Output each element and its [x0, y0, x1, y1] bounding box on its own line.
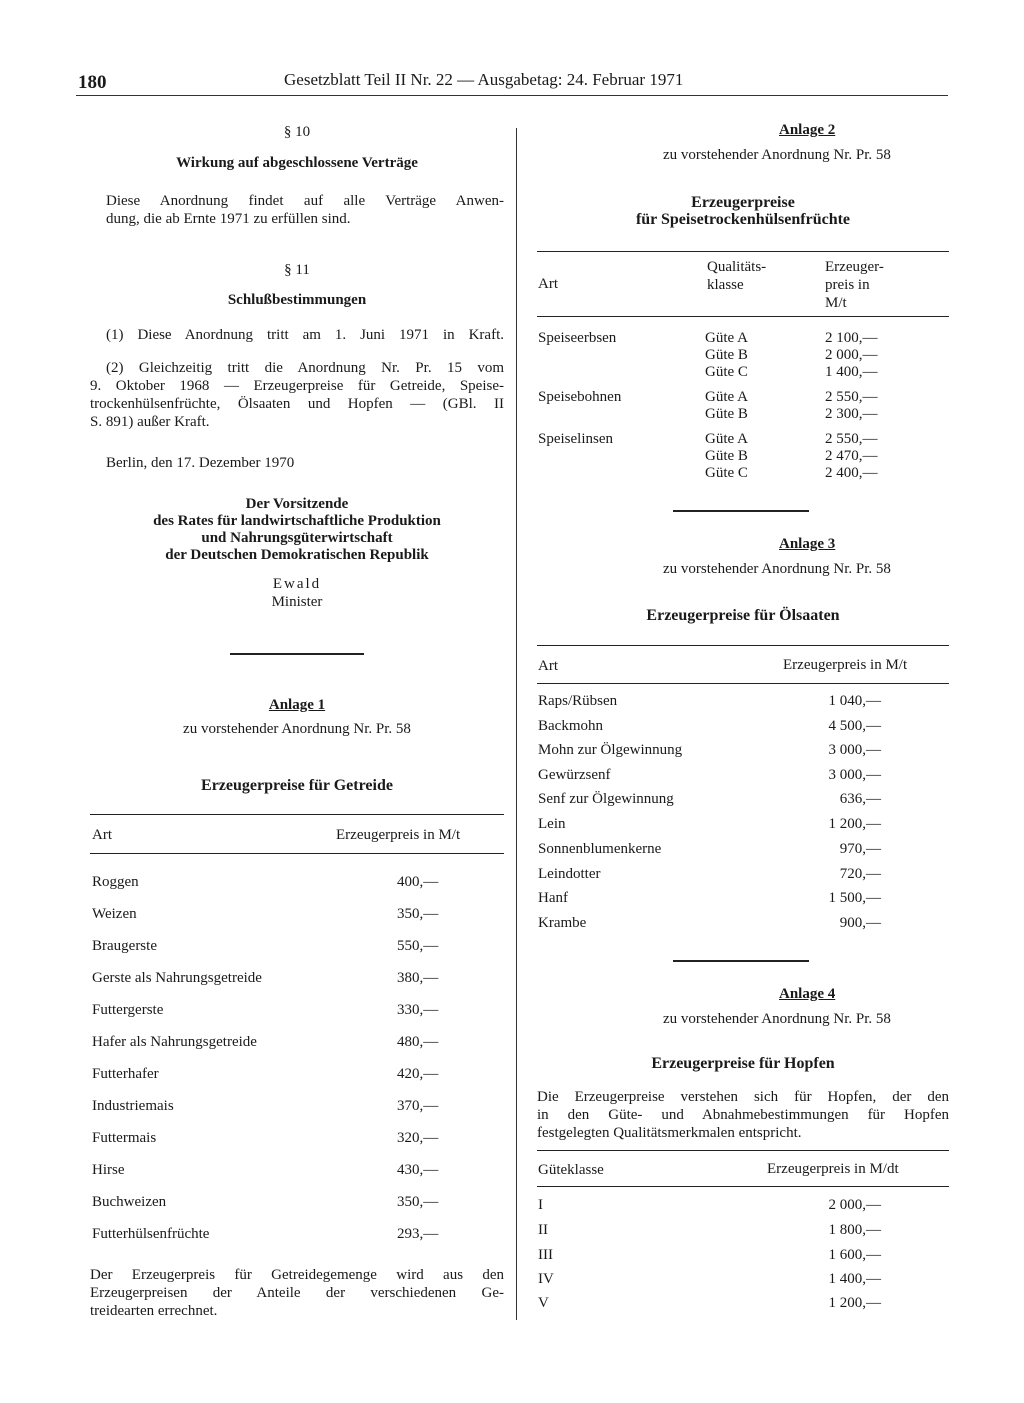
price: 2 550,— [825, 389, 878, 405]
oilseed-price: 3 000,— [828, 767, 881, 783]
section-10-text [106, 192, 504, 228]
para-2-line: (2) Gleichzeitig tritt die Anordnung Nr. Pr. 15 vom [106, 360, 504, 376]
grain-price: 430,— [397, 1162, 439, 1178]
column-divider [516, 128, 517, 1320]
anlage-2-heading-2: für Speisetrockenhülsenfrüchte [635, 211, 851, 228]
grain-name: Hafer als Nahrungsgetreide [92, 1034, 257, 1050]
table-row [537, 890, 949, 910]
anlage-1-subtitle: zu vorstehender Anordnung Nr. Pr. 58 [183, 721, 411, 737]
oilseed-price: 636,— [839, 791, 881, 807]
oilseed-price: 4 500,— [828, 718, 881, 734]
column-header-price: Erzeugerpreis in M/t [783, 657, 908, 673]
grade: V [538, 1295, 549, 1311]
grain-name: Futterhafer [92, 1066, 159, 1082]
signature-line: des Rates für landwirtschaftliche Produktion [153, 513, 441, 529]
price: 2 400,— [825, 465, 878, 481]
column-header-price [825, 258, 884, 312]
table-row [90, 970, 504, 990]
column-header-art: Art [92, 827, 112, 843]
section-11-para-1: (1) Diese Anordnung tritt am 1. Juni 1971 in Kraft. [106, 327, 504, 343]
table-row [90, 874, 504, 894]
table-row [90, 1002, 504, 1022]
table-row [537, 1197, 949, 1217]
table-row [90, 1098, 504, 1118]
grain-price: 550,— [397, 938, 439, 954]
grain-name: Braugerste [92, 938, 157, 954]
table-rule-header [537, 1186, 949, 1187]
table-row [537, 742, 949, 762]
table-row [90, 906, 504, 926]
hops-price: 1 600,— [828, 1247, 881, 1263]
price: 2 300,— [825, 406, 878, 422]
grain-price: 293,— [397, 1226, 439, 1242]
page-header-title: Gesetzblatt Teil II Nr. 22 — Ausgabetag: 24. Februar 1971 [284, 70, 684, 89]
section-10-line: Diese Anordnung findet auf alle Verträge Anwen- [106, 193, 504, 209]
section-separator [673, 960, 809, 962]
column-header-quality [707, 258, 766, 294]
table-row [537, 718, 949, 738]
header-line: Qualitäts- [707, 259, 767, 275]
signature-block [90, 496, 504, 564]
oilseed-name: Sonnenblumenkerne [538, 841, 662, 857]
signature-line: der Deutschen Demokratischen Republik [165, 547, 429, 563]
table-row [537, 1222, 949, 1242]
hops-price: 1 200,— [828, 1295, 881, 1311]
grain-name: Futtergerste [92, 1002, 164, 1018]
grain-name: Hirse [92, 1162, 125, 1178]
grade: III [538, 1247, 553, 1263]
table-row [537, 841, 949, 861]
left-column [90, 0, 504, 1403]
legume-price-table [537, 330, 949, 490]
group-name: Speiseerbsen [538, 330, 617, 346]
oilseed-price: 3 000,— [828, 742, 881, 758]
section-10-number: § 10 [283, 124, 311, 140]
grain-price: 480,— [397, 1034, 439, 1050]
anlage-3-heading: Erzeugerpreise für Ölsaaten [646, 607, 840, 624]
grain-name: Roggen [92, 874, 139, 890]
header-line: klasse [707, 277, 744, 293]
hops-price: 1 800,— [828, 1222, 881, 1238]
anlage-4-intro [537, 1088, 949, 1142]
grain-price: 320,— [397, 1130, 439, 1146]
section-11-number: § 11 [284, 262, 310, 278]
anlage-3-subtitle: zu vorstehender Anordnung Nr. Pr. 58 [663, 561, 891, 577]
column-header-art: Art [538, 658, 558, 674]
price: 2 000,— [825, 347, 878, 363]
anlage-1-note [90, 1266, 504, 1320]
oilseed-name: Mohn zur Ölgewinnung [538, 742, 683, 758]
table-row [537, 1295, 949, 1315]
quality-class: Güte A [705, 330, 748, 346]
signatory-name: Ewald [272, 576, 322, 592]
oilseed-name: Senf zur Ölgewinnung [538, 791, 674, 807]
section-10-title: Wirkung auf abgeschlossene Verträge [176, 155, 418, 171]
quality-class: Güte B [705, 347, 748, 363]
quality-class: Güte A [705, 431, 748, 447]
quality-class: Güte B [705, 448, 748, 464]
signatory-role: Minister [271, 594, 323, 610]
grain-name: Gerste als Nahrungsgetreide [92, 970, 262, 986]
table-row [90, 1226, 504, 1246]
grain-price: 350,— [397, 906, 439, 922]
table-row [537, 915, 949, 935]
grade: I [538, 1197, 543, 1213]
oilseed-price: 1 500,— [828, 890, 881, 906]
grain-price: 400,— [397, 874, 439, 890]
price: 1 400,— [825, 364, 878, 380]
grain-name: Buchweizen [92, 1194, 167, 1210]
oilseed-price: 970,— [839, 841, 881, 857]
oilseed-price: 1 040,— [828, 693, 881, 709]
grain-name: Weizen [92, 906, 137, 922]
group-name: Speisebohnen [538, 389, 622, 405]
price: 2 470,— [825, 448, 878, 464]
table-row [90, 1130, 504, 1150]
anlage-1-title: Anlage 1 [268, 697, 326, 713]
price: 2 550,— [825, 431, 878, 447]
grain-price: 380,— [397, 970, 439, 986]
section-separator [230, 653, 364, 655]
anlage-2-title: Anlage 2 [779, 122, 836, 138]
oilseed-name: Leindotter [538, 866, 601, 882]
hops-price: 2 000,— [828, 1197, 881, 1213]
table-row [90, 938, 504, 958]
page-number: 180 [78, 72, 107, 93]
para-2-line: 9. Oktober 1968 — Erzeugerpreise für Getreide, Speise- [90, 378, 504, 394]
table-rule-top [537, 251, 949, 252]
header-line: preis in [825, 277, 870, 293]
note-line: treidearten errechnet. [90, 1303, 218, 1319]
oilseed-price-table [537, 693, 949, 943]
intro-line: Die Erzeugerpreise verstehen sich für Hopfen, der den [537, 1089, 949, 1105]
price: 2 100,— [825, 330, 878, 346]
para-2-line: trockenhülsenfrüchte, Ölsaaten und Hopfen — (GBl. II [90, 396, 504, 412]
table-row [537, 693, 949, 713]
header-line: Erzeuger- [825, 259, 884, 275]
hops-price-table [537, 1197, 949, 1322]
table-row [90, 1162, 504, 1182]
section-11-para-2 [90, 359, 504, 431]
group-name: Speiselinsen [538, 431, 613, 447]
anlage-1-heading: Erzeugerpreise für Getreide [201, 777, 393, 794]
grain-name: Futterhülsenfrüchte [92, 1226, 210, 1242]
table-row [90, 1194, 504, 1214]
table-rule-header [537, 683, 949, 684]
right-column [537, 0, 949, 1403]
oilseed-price: 1 200,— [828, 816, 881, 832]
anlage-4-title: Anlage 4 [779, 986, 836, 1002]
table-row [537, 1247, 949, 1267]
grain-name: Industriemais [92, 1098, 174, 1114]
column-header-price: Erzeugerpreis in M/dt [767, 1161, 899, 1177]
section-separator [673, 510, 809, 512]
grain-price: 350,— [397, 1194, 439, 1210]
table-rule-top [90, 814, 504, 815]
para-2-line: S. 891) außer Kraft. [90, 414, 210, 430]
table-rule-header [537, 316, 949, 317]
anlage-2-subtitle: zu vorstehender Anordnung Nr. Pr. 58 [663, 147, 891, 163]
quality-class: Güte B [705, 406, 748, 422]
grain-price: 370,— [397, 1098, 439, 1114]
anlage-3-title: Anlage 3 [779, 536, 836, 552]
column-header-price: Erzeugerpreis in M/t [336, 827, 461, 843]
grade: II [538, 1222, 548, 1238]
oilseed-price: 720,— [839, 866, 881, 882]
quality-class: Güte A [705, 389, 748, 405]
grain-price: 420,— [397, 1066, 439, 1082]
quality-class: Güte C [705, 465, 748, 481]
column-header-grade: Güteklasse [538, 1162, 604, 1178]
grain-name: Futtermais [92, 1130, 157, 1146]
table-rule-top [537, 1150, 949, 1151]
table-row [537, 791, 949, 811]
oilseed-name: Gewürzsenf [538, 767, 611, 783]
table-row [90, 1034, 504, 1054]
table-rule-header [90, 853, 504, 854]
oilseed-name: Raps/Rübsen [538, 693, 618, 709]
section-10-line: dung, die ab Ernte 1971 zu erfüllen sind. [106, 211, 351, 227]
grain-price-table [90, 874, 504, 1254]
table-row [537, 816, 949, 836]
oilseed-name: Hanf [538, 890, 568, 906]
column-header-art: Art [538, 276, 558, 292]
anlage-4-subtitle: zu vorstehender Anordnung Nr. Pr. 58 [663, 1011, 891, 1027]
oilseed-name: Lein [538, 816, 566, 832]
oilseed-name: Krambe [538, 915, 587, 931]
table-row [537, 767, 949, 787]
note-line: Erzeugerpreisen der Anteile der verschiedenen Ge- [90, 1285, 504, 1301]
header-line: M/t [825, 295, 847, 311]
table-row [90, 1066, 504, 1086]
date-line: Berlin, den 17. Dezember 1970 [106, 455, 295, 471]
grade: IV [538, 1271, 554, 1287]
signature-line: Der Vorsitzende [245, 496, 349, 512]
signature-line: und Nahrungsgüterwirtschaft [201, 530, 393, 546]
anlage-4-heading: Erzeugerpreise für Hopfen [651, 1055, 835, 1072]
oilseed-price: 900,— [839, 915, 881, 931]
note-line: Der Erzeugerpreis für Getreidegemenge wird aus den [90, 1267, 504, 1283]
grain-price: 330,— [397, 1002, 439, 1018]
table-rule-top [537, 645, 949, 646]
table-row [537, 866, 949, 886]
hops-price: 1 400,— [828, 1271, 881, 1287]
intro-line: in den Güte- und Abnahmebestimmungen für Hopfen [537, 1107, 949, 1123]
anlage-2-heading-1: Erzeugerpreise [691, 194, 795, 211]
section-11-title: Schlußbestimmungen [227, 292, 367, 308]
table-row [537, 1271, 949, 1291]
oilseed-name: Backmohn [538, 718, 603, 734]
quality-class: Güte C [705, 364, 748, 380]
intro-line: festgelegten Qualitätsmerkmalen entspricht. [537, 1125, 802, 1141]
